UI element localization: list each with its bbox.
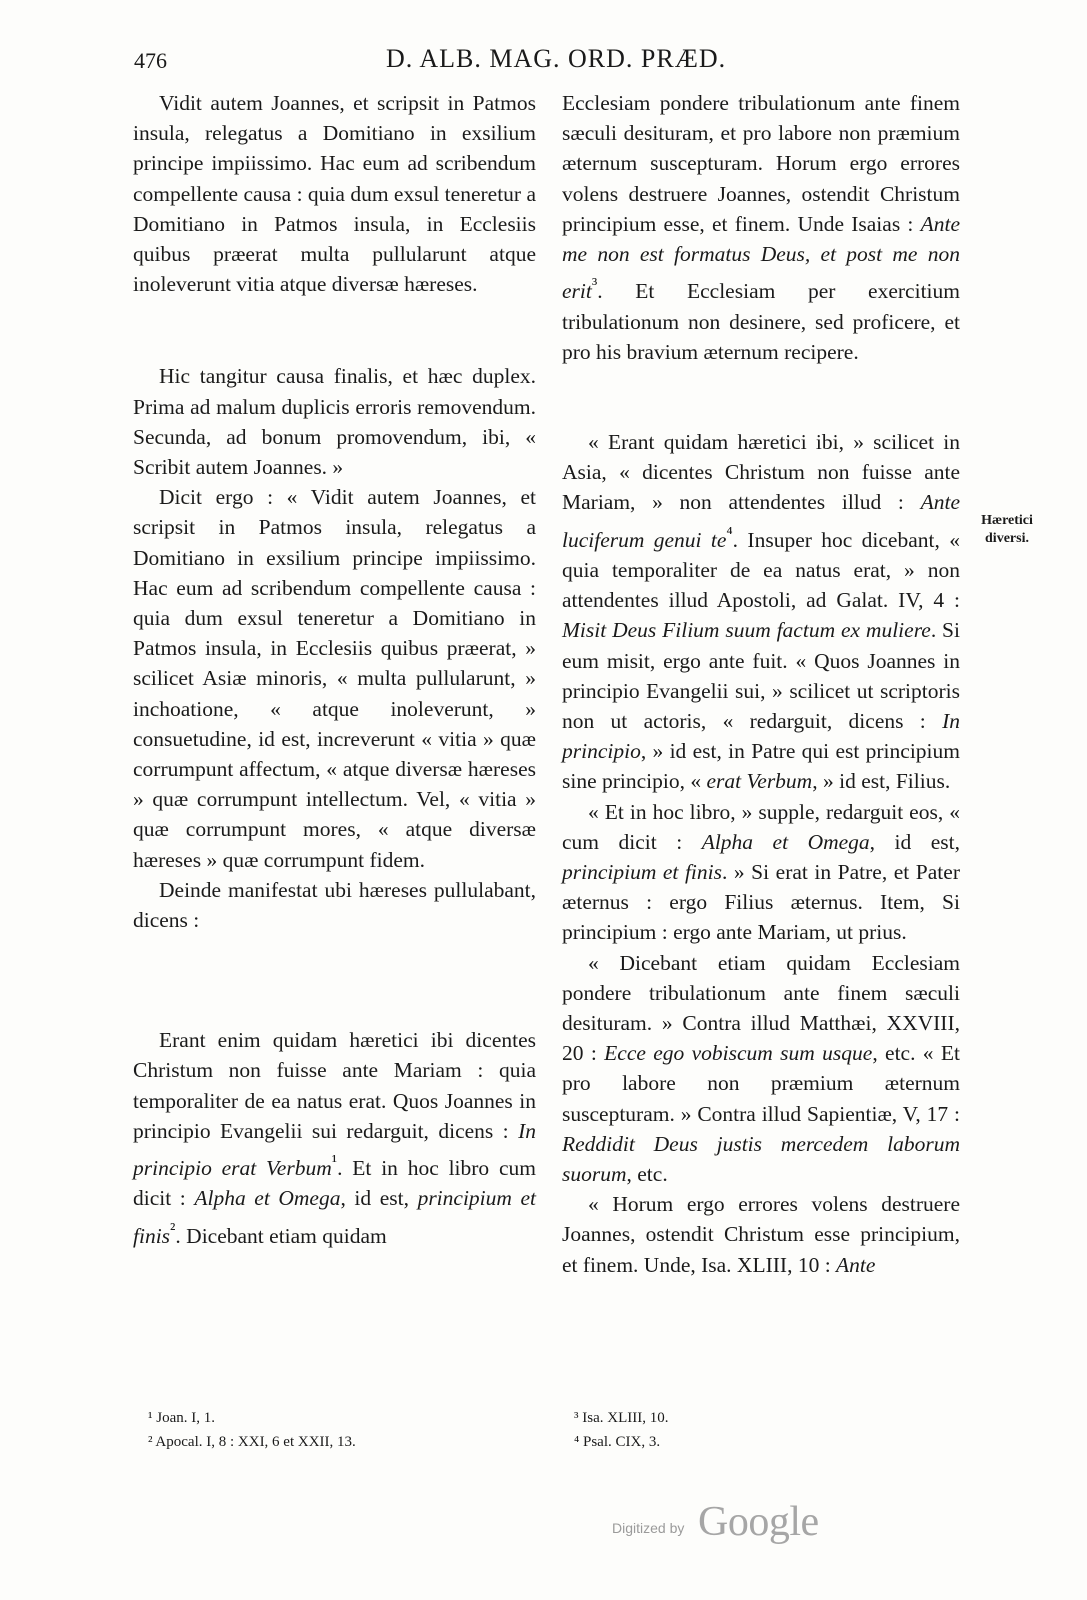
footnote: ³ Isa. XLIII, 10. — [574, 1410, 669, 1426]
footnote: ¹ Joan. I, 1. — [148, 1410, 215, 1426]
footnote: ² Apocal. I, 8 : XXI, 6 et XXII, 13. — [148, 1434, 356, 1450]
footnotes-left — [148, 1406, 528, 1454]
right-column — [562, 88, 960, 1280]
paragraph: Hic tangitur causa finalis, et hæc duplex. Prima ad malum duplicis erroris removendum. Secunda, ad bonum promovendum, ibi, « Scribit autem Joannes. » — [133, 364, 536, 480]
running-head: D. ALB. MAG. ORD. PRÆD. — [386, 44, 727, 73]
left-column — [133, 88, 536, 1251]
paragraph: « Horum ergo errores volens destruere Joannes, ostendit Christum esse principium, et finem. Unde, Isa. XLIII, 10 : Ante — [562, 1192, 960, 1277]
page-header — [0, 40, 1087, 80]
marginal-note — [972, 512, 1042, 548]
paragraph: Erant enim quidam hæretici ibi dicentes Christum non fuisse ante Mariam : quia temporaliter de ea natus erat. Quos Joannes in principio Evangelii sui redarguit, dicens : In principio erat Verbum$^{^1}$. Et in hoc libro cum dicit : Alpha et Omega, id est, principium et finis$^{^2}$. Dicebant etiam quidam — [133, 1028, 537, 1248]
footnotes-right — [574, 1406, 954, 1454]
paragraph: Vidit autem Joannes, et scripsit in Patmos insula, relegatus a Domitiano in exsilium principe impiissimo. Hac eum ad scribendum compellente causa : quia dum exsul teneretur a Domitiano in Patmos insula, in Ecclesiis quibus præerat multa pullularunt atque inoleverunt vitia atque diversæ hæreses. — [133, 91, 536, 297]
page-number: 476 — [134, 48, 167, 73]
paragraph: Ecclesiam pondere tribulationum ante finem sæculi desituram, et pro labore non præmium æternum suscepturam. Horum ergo errores volens destruere Joannes, ostendit Christum principium esse, et finem. Unde Isaias : Ante me non est formatus Deus, et post me non erit$^{^3}$. Et Ecclesiam per exercitium tribulationum non desinere, sed proficere, et pro his bravium æternum recipere. — [562, 91, 960, 364]
digitized-watermark — [610, 1500, 830, 1548]
paragraph: Deinde manifestat ubi hæreses pullulabant, dicens : — [133, 877, 536, 933]
paragraph: Dicit ergo : « Vidit autem Joannes, et scripsit in Patmos insula, relegatus a Domitiano in exsilium principe impiissimo. Hac eum ad scribendum compellente causa : quia dum exsul teneretur a Domitiano in Patmos insula, in Ecclesiis quibus præerat, » scilicet Asiæ minoris, « multa pullularunt, » inchoatione, « atque inoleverunt, » consuetudine, id est, increverunt « vitia » quæ corrumpunt affectum, « atque diversæ hæreses » quæ corrumpunt intellectum. Vel, « vitia » quæ corrumpunt mores, « atque diversæ hæreses » quæ corrumpunt fidem. — [133, 485, 536, 872]
paragraph: « Erant quidam hæretici ibi, » scilicet in Asia, « dicentes Christum non fuisse ante Mariam, » non attendentes illud : Ante luciferum genui $te^{^4}$. Insuper hoc dicebant, « quia temporaliter de ea natus erat, » non attendentes illud Apostoli, ad Galat. IV, 4 : Misit Deus Filium suum factum ex muliere. Si eum misit, ergo ante fuit. « Quos Joannes in principio Evangelii sui, » scilicet ut scriptoris non ut actoris, « redarguit, dicens : In principio, » id est, in Patre qui est principium sine principio, « erat Verbum, » id est, Filius. — [562, 429, 960, 794]
footnote: ⁴ Psal. CIX, 3. — [574, 1434, 661, 1450]
digitized-by-text: Digitized by — [612, 1520, 685, 1536]
google-logo: Google — [698, 1499, 819, 1545]
marginal-note-line: diversi. — [985, 531, 1029, 546]
paragraph: « Et in hoc libro, » supple, redarguit eos, « cum dicit : Alpha et Omega, id est, principium et finis. » Si erat in Patre, et Pater æternus : ergo Filius æternus. Item, Si principium : ergo ante Mariam, ut prius. — [562, 799, 961, 945]
marginal-note-line: Hæretici — [981, 513, 1033, 528]
paragraph: « Dicebant etiam quidam Ecclesiam pondere tribulationum ante finem sæculi desituram. » Contra illud Matthæi, XXVIII, 20 : Ecce ego vobiscum sum usque, etc. « Et pro labore non præmium æternum suscepturam. » Contra illud Sapientiæ, V, 17 : Reddidit Deus justis mercedem laborum suorum, etc. — [562, 950, 961, 1187]
